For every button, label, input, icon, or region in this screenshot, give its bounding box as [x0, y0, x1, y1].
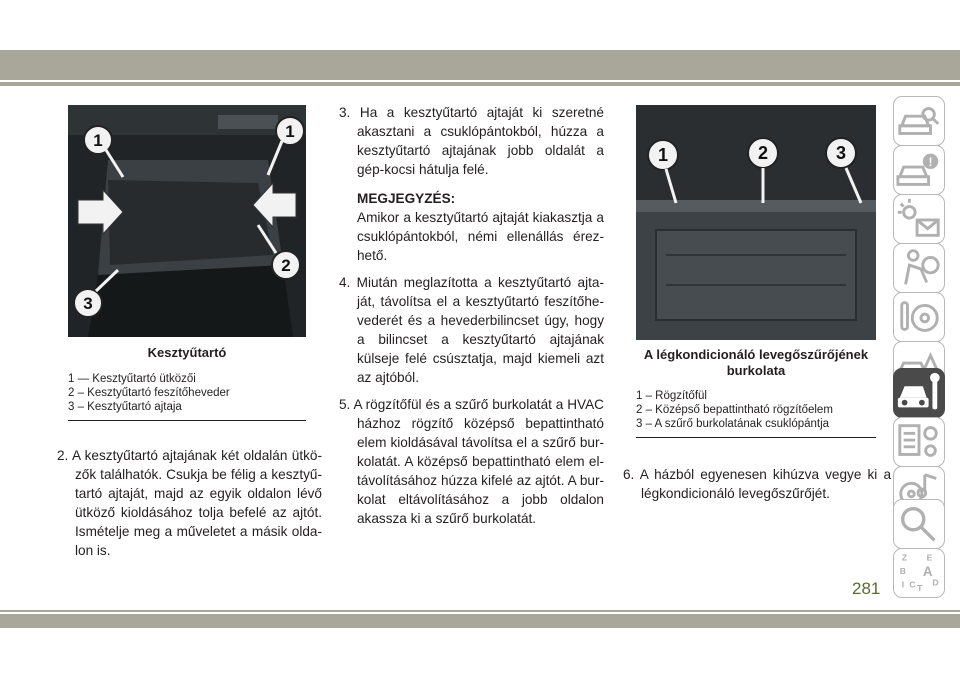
letter: C: [909, 579, 916, 590]
step-6: 6. A házból egyenesen kihúzva vegye ki a légkondicionáló levegőszűrőjét.: [623, 467, 891, 501]
column-2: [339, 103, 604, 528]
step-3: 3. Ha a kesztyűtartó ajtaját ki szeretné akasztani a csuklópántokból, húzza a kesztyűtartó ajtajának jobb oldalát a gép-kocsi hátulja felé.: [339, 105, 604, 177]
marker-2: 2: [281, 256, 291, 275]
marker-3: 3: [83, 294, 93, 313]
bottom-band: [0, 614, 960, 628]
letter: I: [901, 579, 905, 590]
marker-2: 2: [757, 143, 769, 163]
air-filter-cover-photo: [636, 105, 876, 340]
letter: Z: [901, 552, 908, 563]
bottom-band-line: [0, 610, 960, 612]
step-5: 5. A rögzítőfül és a szűrő burkolatát a HVAC házhoz rögzítő középső bepattintható elem kioldásával távolítsa el a szűrő bur-kolatát. A középső bepattintható elem el-távolításához húzza kifelé az ajtót. A bur-kolat eltávolításához a jobb oldalon akassza ki a szűrő burkolatát.: [339, 397, 604, 526]
car-search-icon: [894, 97, 944, 145]
letter: D: [932, 577, 939, 588]
step-2: 2. A kesztyűtartó ajtajának két oldalán ütkö-zők találhatók. Csukja be félig a kesztyű-tartó ajtaját, majd az egyik oldalon lévő ütköző kioldásához tolja befelé az ajtót. Ismételje meg a műveletet a másik olda-lon is.: [57, 448, 322, 558]
step-4: 4. Miután meglazította a kesztyűtartó ajta-ját, távolítsa el a kesztyűtartó feszítőhe-vederét és a hevederbilincset úgy, hogy a bilincset a kesztyűtartó ajtajának külseje felé csúsztatja, majd kiemeli azt az ajtóból.: [339, 275, 604, 385]
letter: B: [899, 565, 907, 576]
figure1-rule: [68, 420, 306, 421]
marker-1: 1: [657, 145, 669, 165]
marker-1-left: 1: [93, 131, 103, 150]
car-wrench-icon: [894, 369, 944, 417]
letter: E: [926, 552, 933, 563]
list-gear-icon: [894, 418, 944, 466]
note-heading: MEGJEGYZÉS:: [357, 191, 456, 206]
svg-text:!: !: [928, 157, 933, 170]
tab-list-gear[interactable]: [893, 417, 945, 467]
legend-item: 1 – Rögzítőfül: [636, 390, 707, 402]
note-text: Amikor a kesztyűtartó ajtaját kiakasztja a csuklópántokból, némi ellenállás érez-hető.: [357, 210, 604, 263]
figure1-title: Kesztyűtartó: [147, 345, 227, 360]
tab-car-warning[interactable]: [893, 145, 945, 195]
tab-car-wrench-active[interactable]: [893, 368, 945, 418]
legend-item: 3 – Kesztyűtartó ajtaja: [68, 401, 182, 413]
figure2-legend: [636, 389, 833, 431]
figure2-title: [628, 347, 884, 379]
tab-person-airbag[interactable]: [893, 243, 945, 293]
glovebox-photo: [68, 105, 306, 337]
letter: A: [922, 563, 933, 579]
legend-item: 3 – A szűrő burkolatának csuklópántja: [636, 418, 830, 430]
column-3: [623, 465, 891, 503]
wheel-icon: [894, 293, 944, 341]
top-band-line: [0, 82, 960, 86]
tab-magnifier[interactable]: [893, 499, 945, 549]
legend-item: 1 — Kesztyűtartó ütközői: [68, 373, 196, 385]
top-band: [0, 50, 960, 80]
figure1-legend: [68, 372, 230, 414]
magnifier-icon: [894, 500, 944, 548]
person-airbag-icon: [894, 244, 944, 292]
legend-item: 2 – Középső bepattintható rögzítőelem: [636, 404, 833, 416]
tab-light-mail[interactable]: [893, 194, 945, 244]
column-1: [57, 446, 322, 560]
tab-alphabet-index[interactable]: [893, 548, 945, 598]
figure2-title-line1: A légkondicionáló levegőszűrőjének: [643, 347, 869, 362]
car-warning-icon: [894, 146, 944, 194]
legend-item: 2 – Kesztyűtartó feszítőheveder: [68, 387, 230, 399]
page-number: 281: [852, 579, 881, 598]
marker-1-right: 1: [285, 122, 295, 141]
light-mail-icon: [894, 195, 944, 243]
letter: T: [917, 583, 923, 594]
marker-3: 3: [835, 143, 847, 163]
figure2-title-line2: burkolata: [726, 363, 786, 378]
tab-car-search[interactable]: [893, 96, 945, 146]
figure2-rule: [636, 437, 876, 438]
tab-wheel[interactable]: [893, 292, 945, 342]
alphabet-icon: [894, 549, 944, 597]
